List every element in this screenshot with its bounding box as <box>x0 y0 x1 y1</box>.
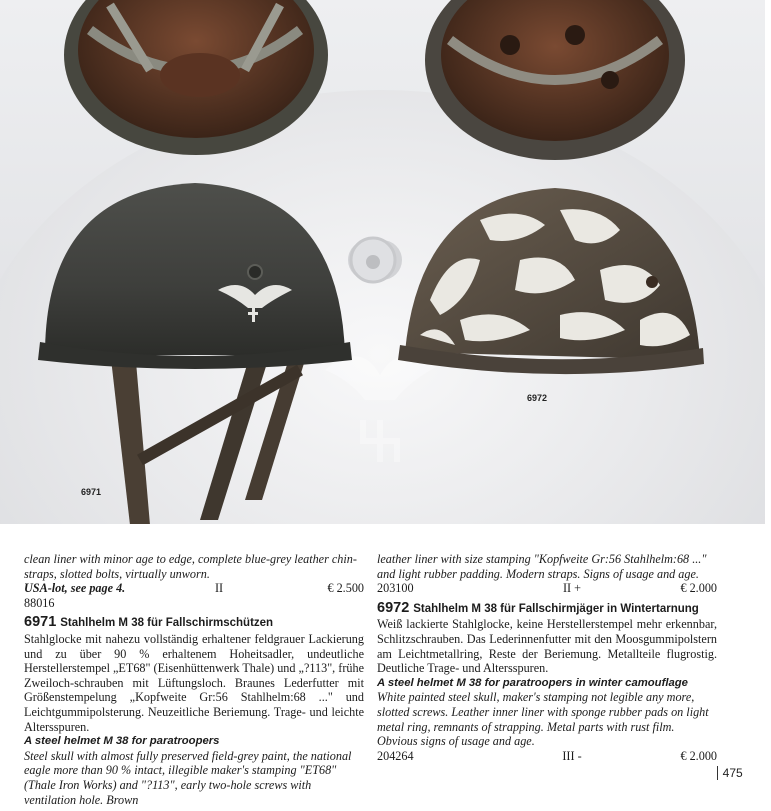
condition-grade: II + <box>562 581 582 596</box>
lot-heading <box>24 615 364 631</box>
lot-id: 204264 <box>377 748 414 763</box>
condition-grade: III - <box>562 748 582 763</box>
continued-description: clean liner with minor age to edge, complete blue-grey leather chin-straps, slotted bolts, virtually unworn. <box>24 552 357 581</box>
lot-price-line <box>377 749 717 764</box>
price: € 2.000 <box>680 748 717 763</box>
english-title: A steel helmet M 38 for paratroopers in winter camouflage <box>377 676 688 689</box>
page-number <box>716 766 743 780</box>
left-column <box>24 552 364 807</box>
price: € 2.500 <box>327 581 364 596</box>
condition-grade: II <box>214 581 224 596</box>
lot-title: Stahlhelm M 38 für Fallschirmschützen <box>60 617 274 630</box>
lot-title: Stahlhelm M 38 für Fallschirmjäger in Wintertarnung <box>413 602 699 615</box>
english-description: Steel skull with almost fully preserved field-grey paint, the national eagle more than 90 % intact, illegible maker's stamping "ET68" (Thale Iron Works) and "?113", early two-hole screws with ventilation hole. Brown <box>24 748 352 807</box>
photo-label-6972: 6972 <box>527 393 548 403</box>
lot-heading <box>377 601 717 617</box>
lot-id: 203100 <box>377 581 414 596</box>
lot-number: 6972 <box>377 599 410 616</box>
english-title: A steel helmet M 38 for paratroopers <box>24 735 220 748</box>
german-description: Weiß lackierte Stahlglocke, keine Herstellerstempel mehr erkennbar, Schlitzschrauben. Das Lederinnenfutter mit den Moosgummipolstern am Leichtmetallring, Reste der Beriemung. Metallteile flugrostig. Deutliche Trage- und Altersspuren. <box>377 617 717 676</box>
price: € 2.000 <box>680 581 717 596</box>
continued-description: leather liner with size stamping "Kopfweite Gr:56 Stahlhelm:68 ..." and light rubber padding. Modern straps. Signs of usage and age. <box>377 552 707 581</box>
right-column <box>377 552 717 763</box>
previous-lot-price-line <box>377 581 717 596</box>
lot-number: 6971 <box>24 614 57 631</box>
page-number-value: 475 <box>722 766 743 780</box>
lot-id: 88016 <box>24 595 55 610</box>
previous-lot-price-line <box>24 581 364 610</box>
german-description: Stahlglocke mit nahezu vollständig erhaltener feldgrauer Lackierung und zu über 90 % erhaltenem Hoheitsadler, undeutliche Herstellerstempel „ET68" (Eisenhüttenwerk Thale) und „?113", frühe Zweiloch-schrauben mit Lüftungsloch. Braunes Lederfutter mit Größenstempelung „Kopfweite Gr:56 Stahlhelm:68 ..." und Leichtgummipolsterung. Neuzeitliche Beriemung. Trage- und leichte Altersspuren. <box>24 631 364 734</box>
english-description: White painted steel skull, maker's stamping not legible any more, slotted screws. Leather inner liner with sponge rubber pads on light metal ring, remnants of strapping. Metal parts with rust film. Obvious signs of usage and age. <box>377 690 709 749</box>
photo-label-6971: 6971 <box>81 487 102 497</box>
usa-lot-note: USA-lot, see page 4. <box>24 581 126 596</box>
